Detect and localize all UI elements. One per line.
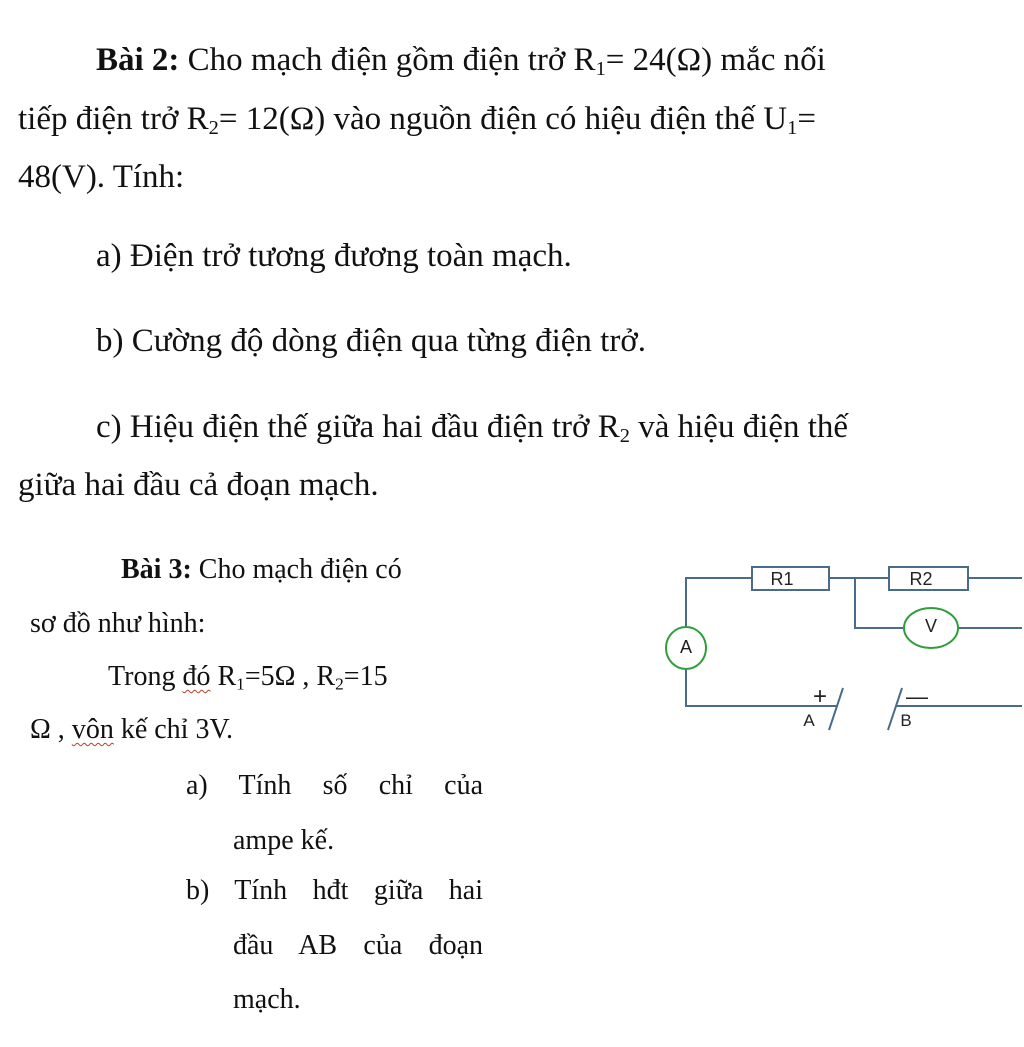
bai2-part-c-end: và hiệu điện thế	[629, 409, 849, 445]
bai3-line3-doc: đó	[182, 661, 211, 692]
terminal-a-label: A	[803, 711, 815, 730]
bai3-qb-text-2: đầu AB của đoạn	[233, 930, 483, 961]
voltmeter-label: V	[924, 616, 938, 636]
bai2-line3-text: 48(V). Tính:	[18, 159, 185, 195]
bai3-line4-von: vôn	[71, 714, 114, 745]
resistor-r2-label: R2	[909, 569, 933, 589]
bai3-qa-text-1: a) Tính số chỉ của	[186, 770, 483, 801]
bai3-line3-a: Trong	[108, 661, 183, 692]
bai2-part-a-text: a) Điện trở tương đương toàn mạch.	[96, 238, 572, 274]
bai3-line3-c: =5Ω , R	[244, 661, 336, 692]
bai3-title: Bài 3:	[121, 554, 192, 585]
wire-left-top	[686, 578, 752, 628]
bai2-r1-sub: 1	[595, 58, 606, 81]
circuit-wires	[686, 578, 1022, 730]
switch-stroke-a	[829, 688, 843, 730]
bai3-line4-a: Ω ,	[30, 714, 72, 745]
bai2-line2-end: =	[797, 101, 816, 137]
bai3-r1-sub: 1	[236, 674, 245, 694]
bai2-title: Bài 2:	[96, 42, 180, 78]
bai3-qb-text-3: mạch.	[233, 984, 301, 1015]
bai2-part-c-sub: 2	[619, 425, 630, 448]
bai3-line2-text: sơ đồ như hình:	[30, 608, 206, 639]
bai2-part-c-text: c) Hiệu điện thế giữa hai đầu điện trở R	[96, 409, 620, 445]
bai3-r2-sub: 2	[335, 674, 344, 694]
bai3-line3-d: =15	[343, 661, 388, 692]
bai2-r2-sub: 2	[208, 117, 219, 140]
battery-plus-sign: +	[812, 683, 828, 710]
bai2-line2-mid: = 12(Ω) vào nguồn điện có hiệu điện thế U	[218, 101, 788, 137]
bai2-r1-value: = 24(Ω) mắc nối	[605, 42, 826, 78]
bai3-line1-text: Cho mạch điện có	[191, 554, 402, 585]
bai2-line2-text: tiếp điện trở R	[18, 101, 209, 137]
bai3-line3-b: R	[210, 661, 237, 692]
bai2-part-b-text: b) Cường độ dòng điện qua từng điện trở.	[96, 323, 647, 359]
bai2-u1-sub: 1	[787, 117, 798, 140]
battery-minus-sign: —	[906, 684, 928, 709]
bai3-qa-text-2: ampe kế.	[233, 825, 335, 856]
ammeter-label: A	[679, 637, 693, 657]
resistor-r1-label: R1	[770, 569, 794, 589]
terminal-b-label: B	[900, 711, 912, 730]
bai3-qb-text-1: b) Tính hđt giữa hai	[186, 875, 483, 906]
bai2-part-c-text-2: giữa hai đầu cả đoạn mạch.	[18, 467, 379, 503]
bai3-line4-b: kế chỉ 3V.	[113, 714, 234, 745]
bai2-line1-text: Cho mạch điện gồm điện trở R	[179, 42, 596, 78]
